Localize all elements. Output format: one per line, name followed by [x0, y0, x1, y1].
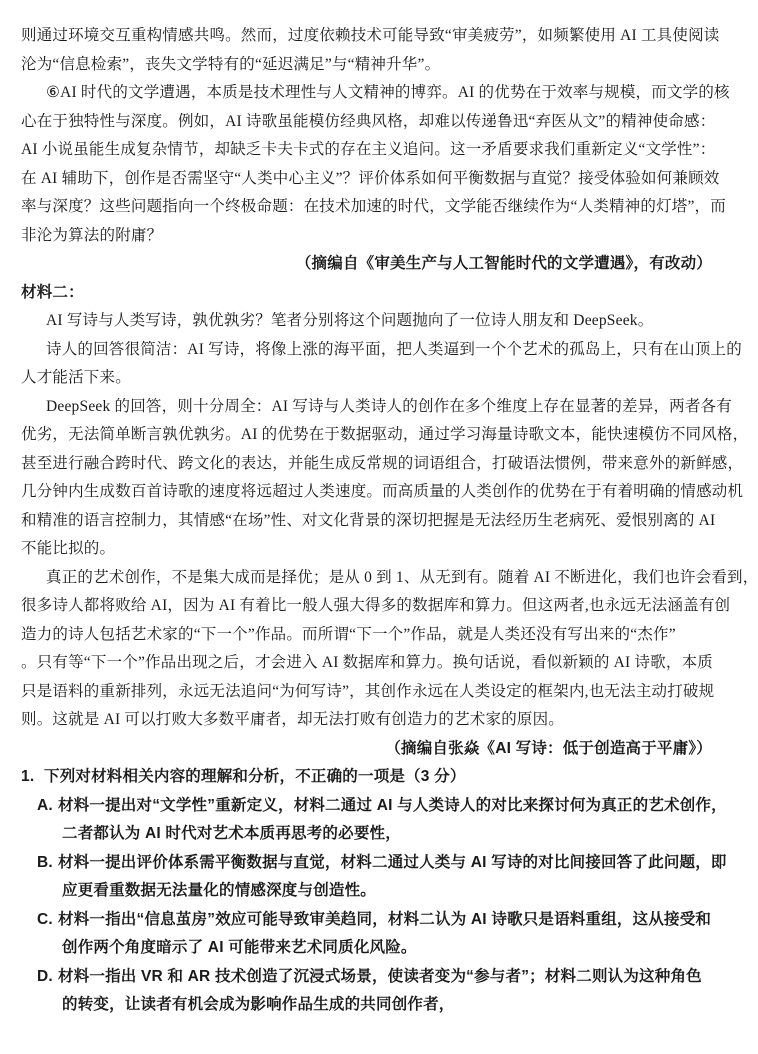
question-1-option-b-continued: 应更看重数据无法量化的情感深度与创造性。 — [62, 882, 377, 899]
material-two-line: 优劣，无法简单断言孰优孰劣。AI 的优势在于数据驱动，通过学习海量诗歌文本，能快速模仿不同风格， — [21, 426, 749, 443]
material-two-line: DeepSeek 的回答，则十分周全：AI 写诗与人类诗人的创作在多个维度上存在显著的差异，两者各有 — [46, 397, 732, 415]
material-two-heading: 材料二： — [21, 283, 84, 301]
question-1-option-b — [21, 849, 734, 878]
option-a-label: A. — [37, 796, 53, 814]
material-two-line: 。只有等“下一个”作品出现之后，才会进入 AI 数据库和算力。换句话说，看似新颖的 AI 诗歌，本质 — [21, 654, 713, 671]
material-two-line: 则。这就是 AI 可以打败大多数平庸者，却无法打败有创造力的艺术家的原因。 — [21, 711, 565, 728]
material-two-line: 很多诗人都将败给 AI，因为 AI 有着比一般人强大得多的数据库和算力。但这两者,也永远无法涵盖有创 — [21, 597, 731, 614]
material-two-line: 只是语料的重新排列，永远无法追问“为何写诗”，其创作永远在人类设定的框架内,也无法主动打破规 — [21, 682, 715, 700]
question-1-option-a — [21, 792, 734, 821]
material-two-line: 人才能活下来。 — [21, 369, 131, 386]
material-one-citation: （摘编自《审美生产与人工智能时代的文学遭遇》，有改动） — [295, 255, 712, 272]
material-one-line: 则通过环境交互重构情感共鸣。然而，过度依赖技术可能导致“审美疲劳”，如频繁使用 AI 工具使阅读 — [21, 27, 720, 44]
option-c-label: C. — [37, 910, 53, 928]
material-two-citation: （摘编自张焱《AI 写诗：低于创造高于平庸》） — [385, 739, 712, 757]
material-two-line: 甚至进行融合跨时代、跨文化的表达，并能生成反常规的词语组合，打破语法惯例，带来意外的新鲜感， — [21, 454, 744, 472]
material-two-line: 和精准的语言控制力，其情感“在场”性、对文化背景的深切把握是无法经历生老病死、爱恨别离的 AI — [21, 511, 716, 529]
material-one-line: 率与深度？这些问题指向一个终极命题：在技术加速的时代，文学能否继续作为“人类精神的灯塔”，而 — [21, 198, 726, 215]
option-b-label: B. — [37, 853, 53, 871]
option-d-label: D. — [37, 967, 53, 985]
option-a-text: 材料一提出对“文学性”重新定义，材料二通过 AI 与人类诗人的对比来探讨何为真正的艺术创作， — [58, 796, 727, 814]
question-1-stem-row — [21, 763, 734, 792]
material-one-line: 沦为“信息检索”，丧失文学特有的“延迟满足”与“精神升华”。 — [21, 55, 441, 73]
material-two-line: 造力的诗人包括艺术家的“下一个”作品。而所谓“下一个”作品，就是人类还没有写出来的“杰作” — [21, 625, 676, 643]
question-1-option-d — [21, 963, 734, 992]
material-one-line: 在 AI 辅助下，创作是否需坚守“人类中心主义”？评价体系如何平衡数据与直觉？接受体验如何兼顾效 — [21, 169, 720, 187]
question-1-option-c — [21, 906, 734, 935]
material-two-line: 几分钟内生成数百首诗歌的速度将远超过人类速度。而高质量的人类创作的优势在于有着明确的情感动机 — [21, 483, 744, 500]
question-1-option-c-continued: 创作两个角度暗示了 AI 可能带来艺术同质化风险。 — [62, 939, 417, 956]
material-two-line: 不能比拟的。 — [21, 540, 116, 557]
question-1-number: 1. — [21, 768, 35, 785]
question-1-option-d-continued: 的转变，让读者有机会成为影响作品生成的共同创作者， — [62, 996, 455, 1013]
question-1-stem: 下列对材料相关内容的理解和分析，不正确的一项是（3 分） — [44, 768, 466, 785]
material-one-line: ⑥AI 时代的文学遭遇，本质是技术理性与人文精神的博弈。AI 的优势在于效率与规模，而文学的核 — [46, 84, 730, 101]
material-two-line: 真正的艺术创作，不是集大成而是择优；是从 0 到 1、从无到有。随着 AI 不断进化，我们也许会看到， — [46, 568, 758, 586]
material-one-line: AI 小说虽能生成复杂情节，却缺乏卡夫卡式的存在主义追问。这一矛盾要求我们重新定义“文学性”： — [21, 141, 716, 158]
option-d-text: 材料一指出 VR 和 AR 技术创造了沉浸式场景，使读者变为“参与者”；材料二则认为这种角色 — [58, 967, 702, 985]
material-two-line: AI 写诗与人类写诗，孰优孰劣？笔者分别将这个问题抛向了一位诗人朋友和 DeepSeek。 — [46, 312, 654, 329]
material-two-line: 诗人的回答很简洁：AI 写诗，将像上涨的海平面，把人类逼到一个个艺术的孤岛上，只有在山顶上的 — [46, 340, 742, 358]
material-one-line: 非沦为算法的附庸？ — [21, 226, 163, 244]
question-1-option-a-continued: 二者都认为 AI 时代对艺术本质再思考的必要性， — [62, 825, 401, 842]
material-one-line: 心在于独特性与深度。例如，AI 诗歌虽能模仿经典风格，却难以传递鲁迅“弃医从文”的精神使命感： — [21, 112, 716, 130]
option-b-text: 材料一提出评价体系需平衡数据与直觉，材料二通过人类与 AI 写诗的对比间接回答了此问题，即 — [58, 853, 727, 871]
option-c-text: 材料一指出“信息茧房”效应可能导致审美趋同，材料二认为 AI 诗歌只是语料重组，这从接受和 — [58, 910, 712, 928]
